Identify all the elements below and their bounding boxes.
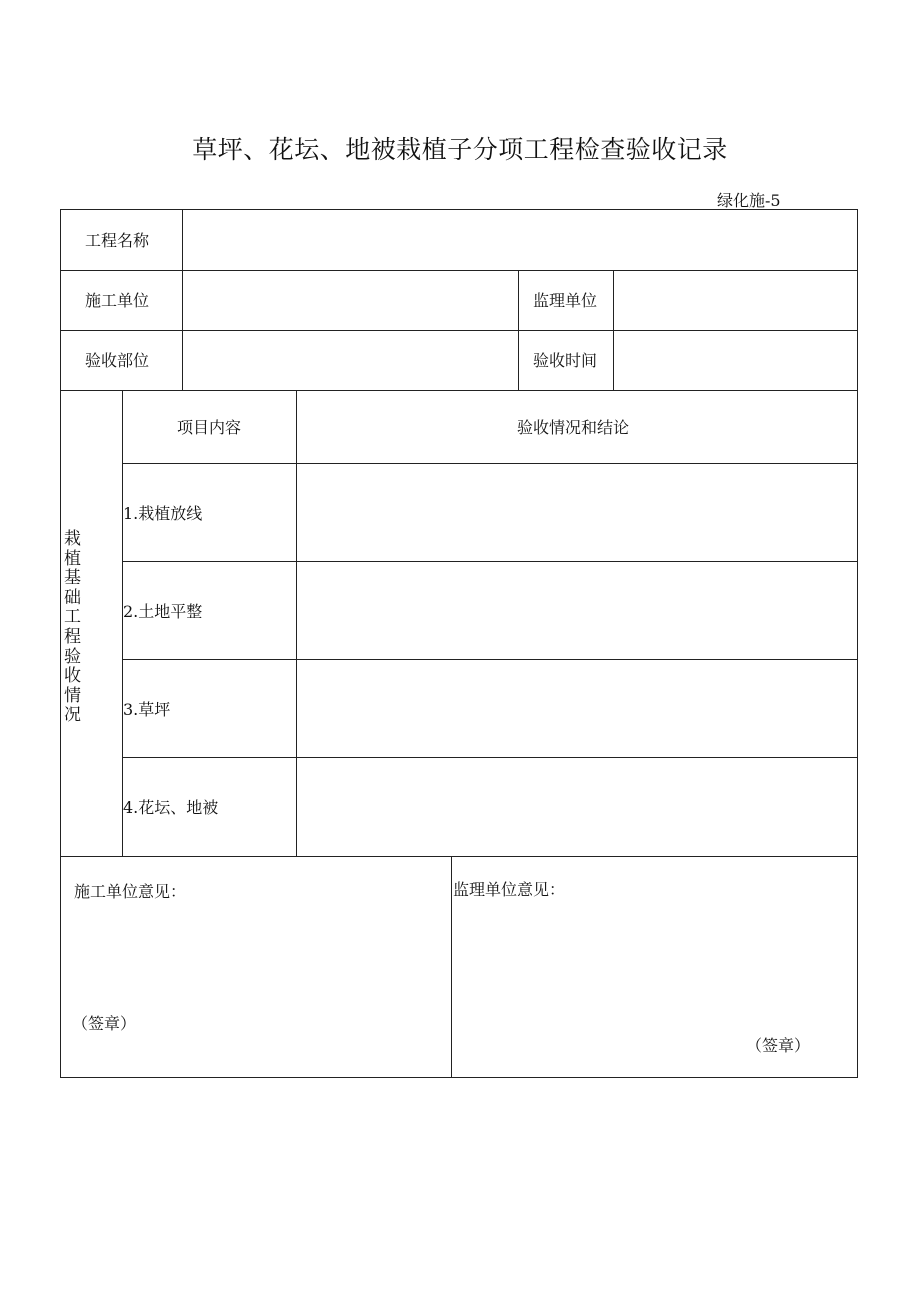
supervision-signature: （签章） bbox=[746, 1036, 811, 1055]
project-name-field[interactable] bbox=[184, 211, 856, 269]
construction-opinion-field[interactable] bbox=[62, 905, 450, 1010]
row-divider bbox=[122, 659, 858, 660]
project-name-label: 工程名称 bbox=[85, 231, 150, 250]
inspection-part-label: 验收部位 bbox=[85, 351, 150, 370]
supervision-unit-label: 监理单位 bbox=[533, 291, 598, 310]
construction-opinion-label: 施工单位意见： bbox=[74, 882, 187, 901]
row-divider bbox=[122, 561, 858, 562]
column-divider bbox=[613, 270, 614, 390]
form-title: 草坪、花坛、地被栽植子分项工程检查验收记录 bbox=[192, 135, 728, 164]
supervision-opinion-label: 监理单位意见： bbox=[453, 880, 566, 899]
item-label: 2.土地平整 bbox=[123, 602, 203, 621]
section-label: 栽植基础工程验收情况 bbox=[64, 529, 81, 726]
column-divider bbox=[296, 390, 297, 856]
construction-unit-label: 施工单位 bbox=[85, 291, 150, 310]
supervision-opinion-field[interactable] bbox=[453, 905, 856, 1025]
row-divider bbox=[122, 463, 858, 464]
item-result-field[interactable] bbox=[298, 759, 856, 855]
form-code: 绿化施-5 bbox=[717, 191, 781, 210]
column-divider bbox=[122, 390, 123, 856]
row-divider bbox=[60, 270, 858, 271]
item-result-field[interactable] bbox=[298, 563, 856, 658]
item-label: 4.花坛、地被 bbox=[123, 798, 219, 817]
result-header: 验收情况和结论 bbox=[517, 418, 630, 437]
column-divider bbox=[182, 209, 183, 390]
row-divider bbox=[60, 330, 858, 331]
row-divider bbox=[60, 856, 858, 857]
item-result-field[interactable] bbox=[298, 465, 856, 560]
column-divider bbox=[518, 270, 519, 390]
item-header: 项目内容 bbox=[177, 418, 242, 437]
construction-unit-field[interactable] bbox=[184, 272, 517, 329]
item-label: 1.栽植放线 bbox=[123, 504, 203, 523]
supervision-unit-field[interactable] bbox=[615, 272, 856, 329]
item-label: 3.草坪 bbox=[123, 700, 171, 719]
item-result-field[interactable] bbox=[298, 661, 856, 756]
row-divider bbox=[60, 390, 858, 391]
construction-signature: （签章） bbox=[72, 1014, 137, 1033]
row-divider bbox=[122, 757, 858, 758]
inspection-time-label: 验收时间 bbox=[533, 351, 598, 370]
inspection-time-field[interactable] bbox=[615, 332, 856, 389]
column-divider bbox=[451, 856, 452, 1078]
inspection-part-field[interactable] bbox=[184, 332, 517, 389]
